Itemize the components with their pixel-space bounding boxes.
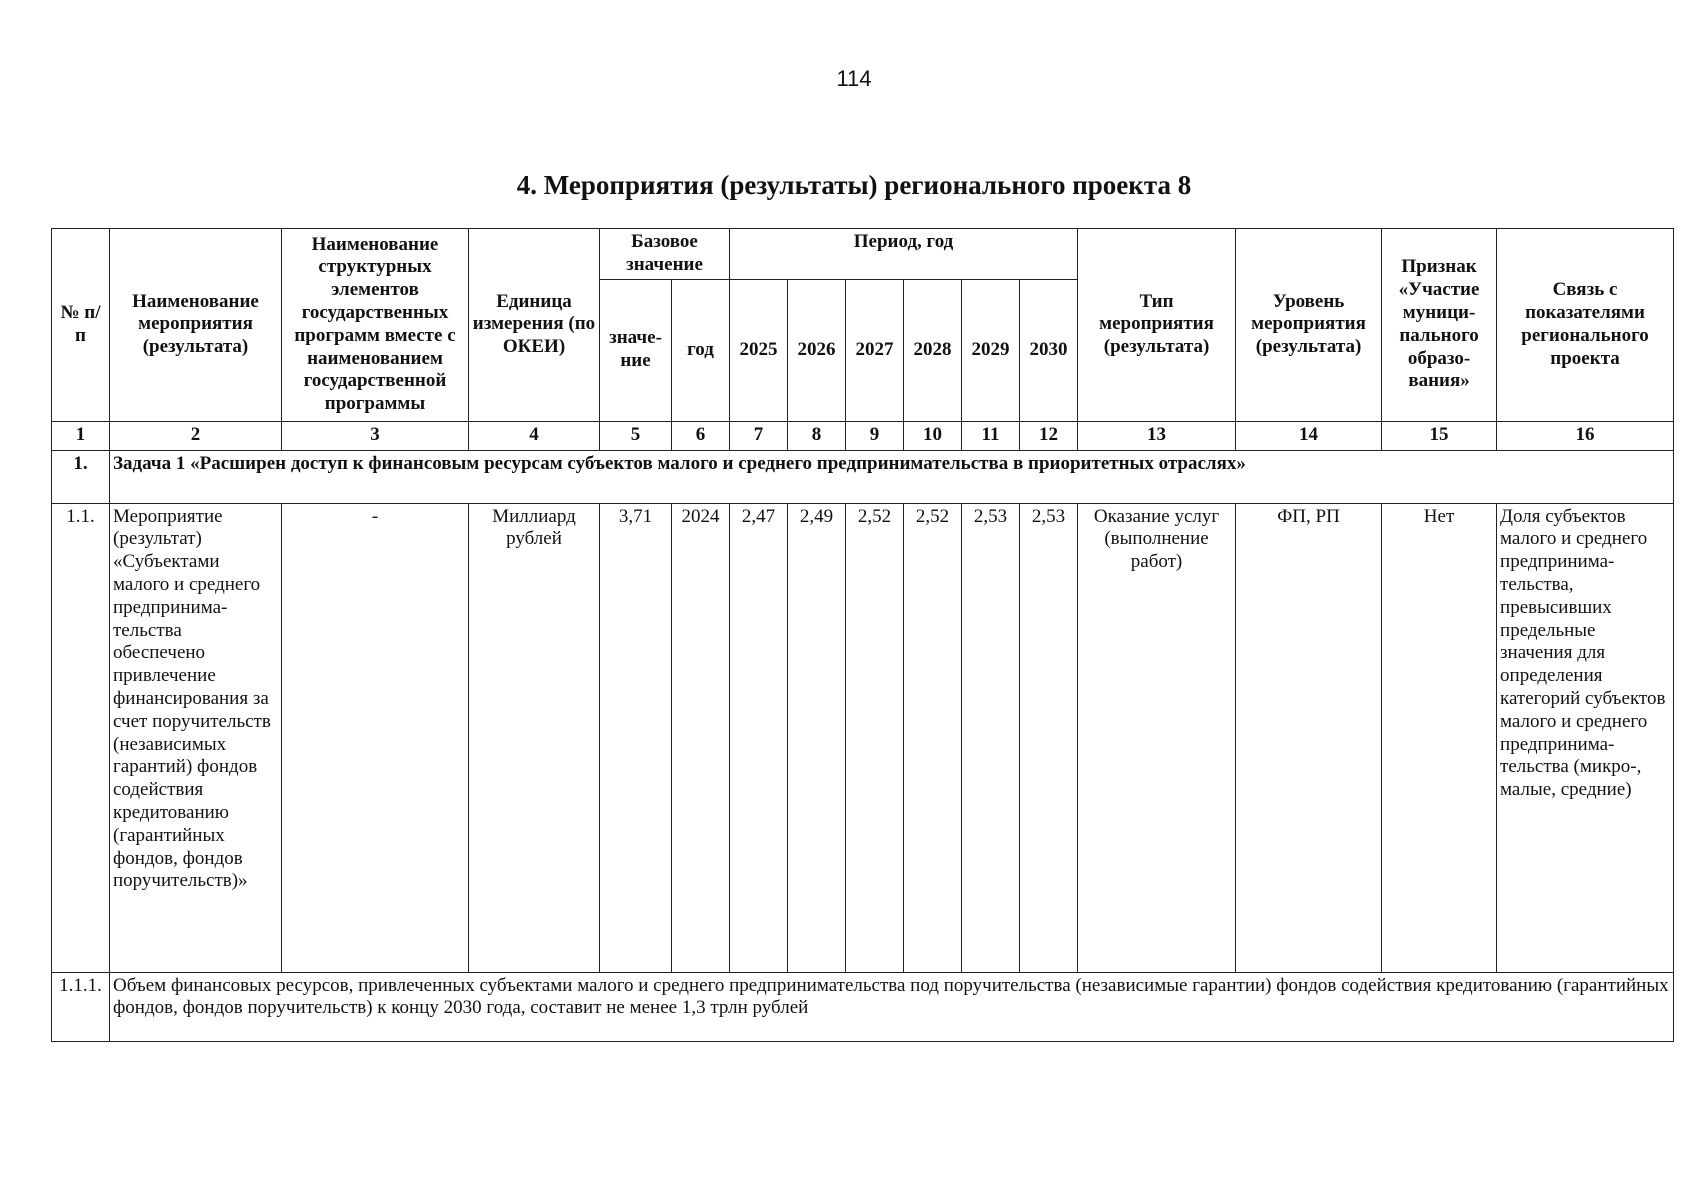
task-number: 1. xyxy=(52,450,110,503)
structural-elements: - xyxy=(282,503,469,972)
value-2029: 2,53 xyxy=(962,503,1020,972)
column-number: 4 xyxy=(469,421,600,450)
column-number: 16 xyxy=(1497,421,1674,450)
activity-name: Мероприятие (результат) «Субъектами малого и среднего предпринима-тельства обеспечено привлечение финансирования за счет поручительств (независимых гарантий) фондов содействия кредитованию (гарантийных фондов, фондов поручительств)» xyxy=(110,503,282,972)
page-title: 4. Мероприятия (результаты) регионального проекта 8 xyxy=(516,170,1192,200)
project-activities-table xyxy=(51,228,1674,1042)
header-base-value: значе-ние xyxy=(600,279,672,421)
column-number: 12 xyxy=(1020,421,1078,450)
header-municipal: Признак «Участие муници-пального образо-вания» xyxy=(1382,229,1497,422)
result-description: Объем финансовых ресурсов, привлеченных субъектами малого и среднего предпринимательства под поручительства (независимые гарантии) фондов содействия кредитованию (гарантийных фондов, фондов поручительств) к концу 2030 года, составит не менее 1,3 трлн рублей xyxy=(110,972,1674,1041)
header-year: 2028 xyxy=(904,279,962,421)
indicator-link: Доля субъектов малого и среднего предпринима-тельства, превысивших предельные значения для определения категорий субъектов малого и среднего предпринима-тельства (микро-, малые, средние) xyxy=(1497,503,1674,972)
header-level: Уровень мероприятия (результата) xyxy=(1236,229,1382,422)
header-link: Связь с показателями регионального проекта xyxy=(1497,229,1674,422)
column-number: 8 xyxy=(788,421,846,450)
header-year: 2025 xyxy=(730,279,788,421)
column-number: 7 xyxy=(730,421,788,450)
header-no: № п/п xyxy=(52,229,110,422)
column-number: 13 xyxy=(1078,421,1236,450)
header-year: 2026 xyxy=(788,279,846,421)
header-year: 2029 xyxy=(962,279,1020,421)
base-value: 3,71 xyxy=(600,503,672,972)
activity-type: Оказание услуг (выполнение работ) xyxy=(1078,503,1236,972)
header-type: Тип мероприятия (результата) xyxy=(1078,229,1236,422)
value-2026: 2,49 xyxy=(788,503,846,972)
column-number: 14 xyxy=(1236,421,1382,450)
header-base: Базовое значение xyxy=(600,229,730,280)
base-year: 2024 xyxy=(672,503,730,972)
column-number: 5 xyxy=(600,421,672,450)
header-base-year: год xyxy=(672,279,730,421)
column-number: 15 xyxy=(1382,421,1497,450)
value-2025: 2,47 xyxy=(730,503,788,972)
column-number: 3 xyxy=(282,421,469,450)
column-number: 2 xyxy=(110,421,282,450)
page-number: 114 xyxy=(836,66,872,91)
unit-of-measure: Миллиард рублей xyxy=(469,503,600,972)
header-structural: Наименование структурных элементов государственных программ вместе с наименованием государственной программы xyxy=(282,229,469,422)
value-2027: 2,52 xyxy=(846,503,904,972)
task-title: Задача 1 «Расширен доступ к финансовым ресурсам субъектов малого и среднего предпринимательства в приоритетных отраслях» xyxy=(110,450,1674,503)
column-number: 11 xyxy=(962,421,1020,450)
header-year: 2027 xyxy=(846,279,904,421)
value-2028: 2,52 xyxy=(904,503,962,972)
result-number: 1.1.1. xyxy=(52,972,110,1041)
value-2030: 2,53 xyxy=(1020,503,1078,972)
header-period: Период, год xyxy=(730,229,1078,280)
header-name: Наименование мероприятия (результата) xyxy=(110,229,282,422)
column-number: 9 xyxy=(846,421,904,450)
header-year: 2030 xyxy=(1020,279,1078,421)
activity-level: ФП, РП xyxy=(1236,503,1382,972)
column-number: 1 xyxy=(52,421,110,450)
column-number: 6 xyxy=(672,421,730,450)
municipal-participation: Нет xyxy=(1382,503,1497,972)
row-number: 1.1. xyxy=(52,503,110,972)
column-number: 10 xyxy=(904,421,962,450)
header-unit: Единица измерения (по ОКЕИ) xyxy=(469,229,600,422)
